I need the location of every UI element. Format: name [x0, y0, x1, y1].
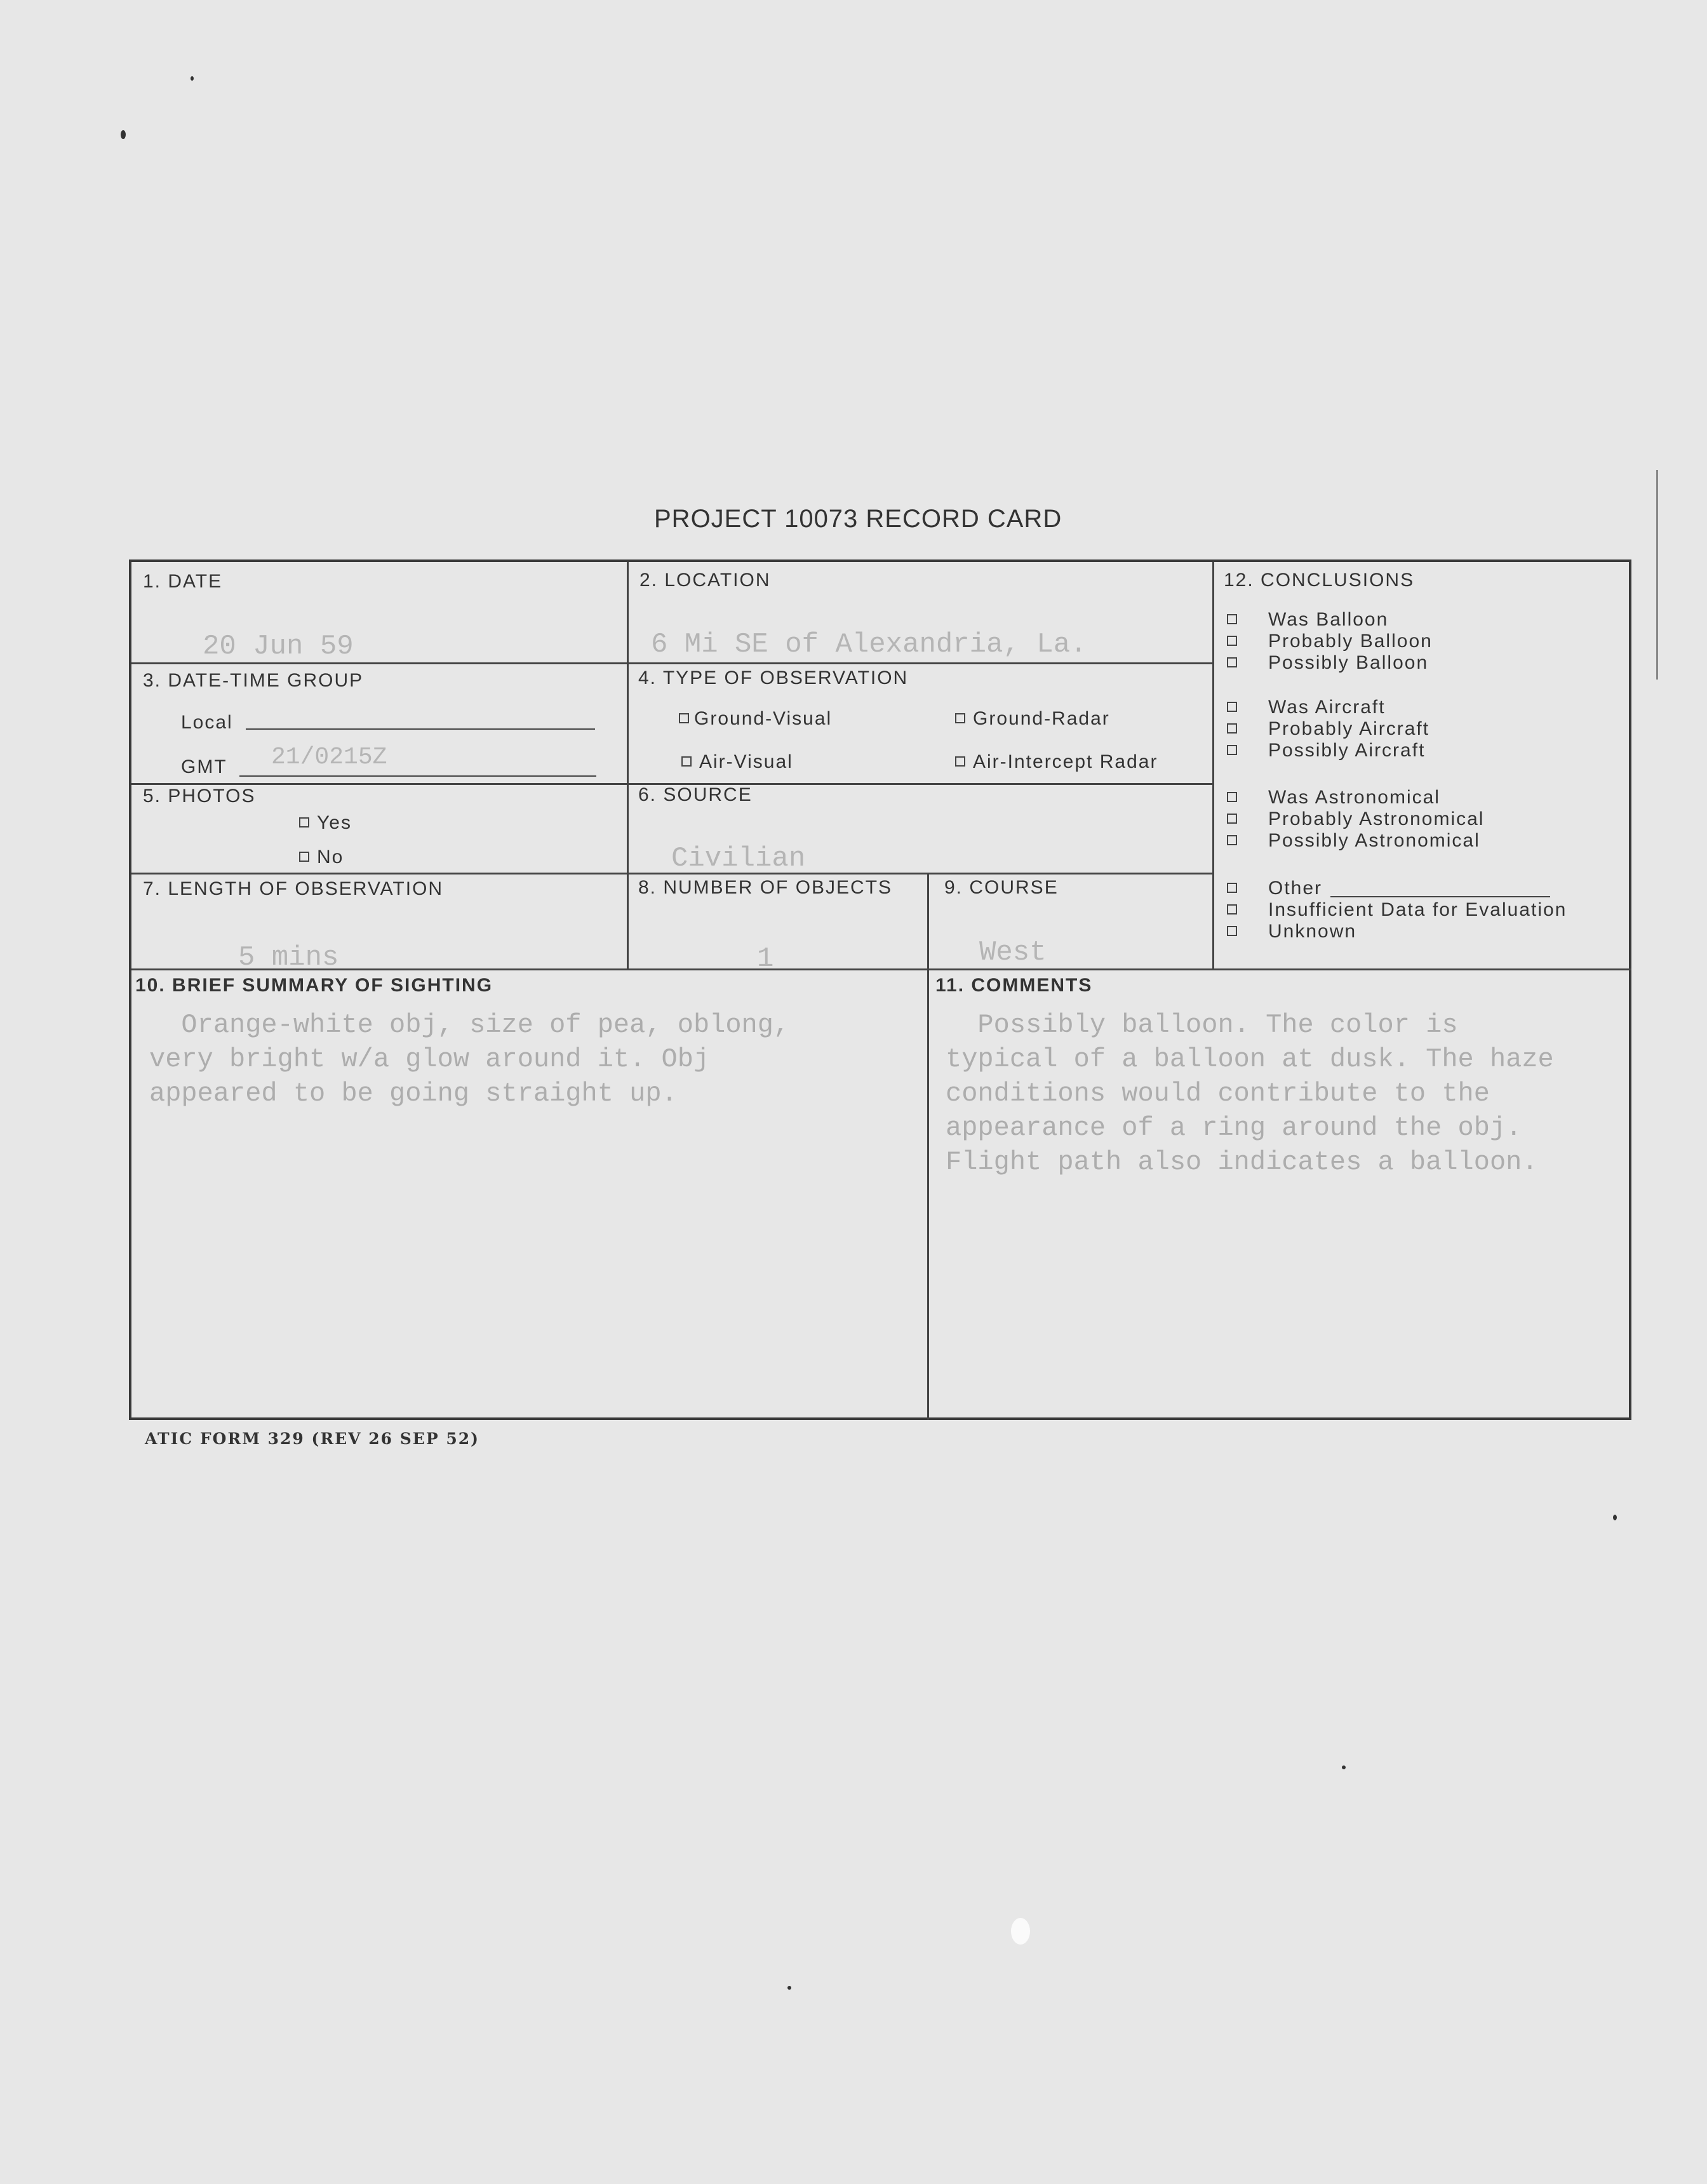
air-intercept-radar-label: Air-Intercept Radar — [973, 751, 1158, 772]
probably-astronomical-label: Probably Astronomical — [1268, 808, 1485, 829]
gmt-field-line — [239, 775, 596, 777]
was-balloon-checkbox[interactable] — [1227, 614, 1237, 624]
was-aircraft-checkbox[interactable] — [1227, 702, 1237, 712]
unknown-label: Unknown — [1268, 921, 1357, 942]
comments-line: conditions would contribute to the — [946, 1078, 1490, 1109]
speck — [1613, 1515, 1617, 1520]
unknown-checkbox[interactable] — [1227, 926, 1237, 936]
photos-yes-label: Yes — [317, 812, 352, 833]
photos-no-checkbox[interactable] — [299, 852, 309, 862]
course-value: West — [979, 937, 1047, 968]
summary-label: 10. BRIEF SUMMARY OF SIGHTING — [135, 975, 493, 996]
rule — [131, 968, 1631, 970]
rule — [131, 662, 1212, 664]
speck — [787, 1986, 791, 1990]
comments-line: typical of a balloon at dusk. The haze — [946, 1044, 1554, 1075]
insufficient-data-checkbox[interactable] — [1227, 904, 1237, 914]
ground-radar-checkbox[interactable] — [955, 713, 965, 723]
length-label: 7. LENGTH OF OBSERVATION — [143, 878, 444, 899]
probably-balloon-label: Probably Balloon — [1268, 631, 1433, 652]
air-visual-checkbox[interactable] — [681, 756, 692, 767]
speck — [121, 130, 126, 139]
probably-aircraft-checkbox[interactable] — [1227, 723, 1237, 734]
was-balloon-label: Was Balloon — [1268, 609, 1389, 630]
possibly-astronomical-checkbox[interactable] — [1227, 835, 1237, 845]
probably-balloon-checkbox[interactable] — [1227, 636, 1237, 646]
was-astronomical-label: Was Astronomical — [1268, 787, 1440, 808]
objects-label: 8. NUMBER OF OBJECTS — [638, 877, 893, 898]
other-checkbox[interactable] — [1227, 883, 1237, 893]
source-label: 6. SOURCE — [638, 784, 753, 805]
form-footer: ATIC FORM 329 (REV 26 SEP 52) — [145, 1430, 479, 1448]
rule — [1212, 562, 1214, 968]
conclusions-label: 12. CONCLUSIONS — [1224, 570, 1415, 591]
air-intercept-radar-checkbox[interactable] — [955, 756, 965, 767]
comments-line: Possibly balloon. The color is — [946, 1010, 1458, 1040]
comments-text — [946, 1008, 1554, 1179]
other-label: Other — [1268, 878, 1323, 899]
gmt-label: GMT — [181, 756, 227, 777]
length-value: 5 mins — [238, 942, 339, 974]
comments-line: Flight path also indicates a balloon. — [946, 1147, 1538, 1177]
possibly-aircraft-label: Possibly Aircraft — [1268, 740, 1426, 761]
possibly-balloon-label: Possibly Balloon — [1268, 652, 1429, 673]
comments-line: appearance of a ring around the obj. — [946, 1113, 1522, 1143]
summary-line: Orange-white obj, size of pea, oblong, — [149, 1010, 790, 1040]
rule — [627, 562, 629, 968]
ground-visual-label: Ground-Visual — [694, 708, 833, 729]
light-spot — [1011, 1918, 1030, 1945]
local-field-line — [246, 728, 595, 730]
was-astronomical-checkbox[interactable] — [1227, 792, 1237, 802]
photos-yes-checkbox[interactable] — [299, 817, 309, 827]
location-label: 2. LOCATION — [639, 570, 771, 591]
summary-text — [149, 1008, 789, 1111]
rule — [927, 873, 929, 1420]
other-field-line — [1330, 896, 1550, 897]
source-value: Civilian — [671, 843, 806, 874]
probably-astronomical-checkbox[interactable] — [1227, 814, 1237, 824]
ground-visual-checkbox[interactable] — [679, 713, 689, 723]
air-visual-label: Air-Visual — [699, 751, 793, 772]
speck — [191, 76, 194, 81]
objects-value: 1 — [757, 943, 774, 975]
right-edge-mark — [1656, 470, 1658, 680]
date-value: 20 Jun 59 — [203, 631, 354, 662]
ground-radar-label: Ground-Radar — [973, 708, 1110, 729]
dtg-label: 3. DATE-TIME GROUP — [143, 670, 364, 691]
summary-line: appeared to be going straight up. — [149, 1078, 678, 1109]
possibly-aircraft-checkbox[interactable] — [1227, 745, 1237, 755]
speck — [1342, 1765, 1346, 1769]
summary-line: very bright w/a glow around it. Obj — [149, 1044, 710, 1075]
date-label: 1. DATE — [143, 571, 223, 592]
photos-no-label: No — [317, 847, 344, 868]
course-label: 9. COURSE — [944, 877, 1059, 898]
gmt-value: 21/0215Z — [271, 744, 387, 771]
record-card — [129, 559, 1631, 1420]
observation-type-label: 4. TYPE OF OBSERVATION — [638, 667, 909, 688]
local-label: Local — [181, 712, 233, 733]
page-title: PROJECT 10073 RECORD CARD — [654, 505, 1062, 533]
was-aircraft-label: Was Aircraft — [1268, 697, 1386, 718]
insufficient-data-label: Insufficient Data for Evaluation — [1268, 899, 1567, 920]
photos-label: 5. PHOTOS — [143, 786, 256, 807]
probably-aircraft-label: Probably Aircraft — [1268, 718, 1430, 739]
comments-label: 11. COMMENTS — [935, 975, 1093, 996]
possibly-astronomical-label: Possibly Astronomical — [1268, 830, 1480, 851]
possibly-balloon-checkbox[interactable] — [1227, 657, 1237, 667]
location-value: 6 Mi SE of Alexandria, La. — [651, 629, 1087, 660]
